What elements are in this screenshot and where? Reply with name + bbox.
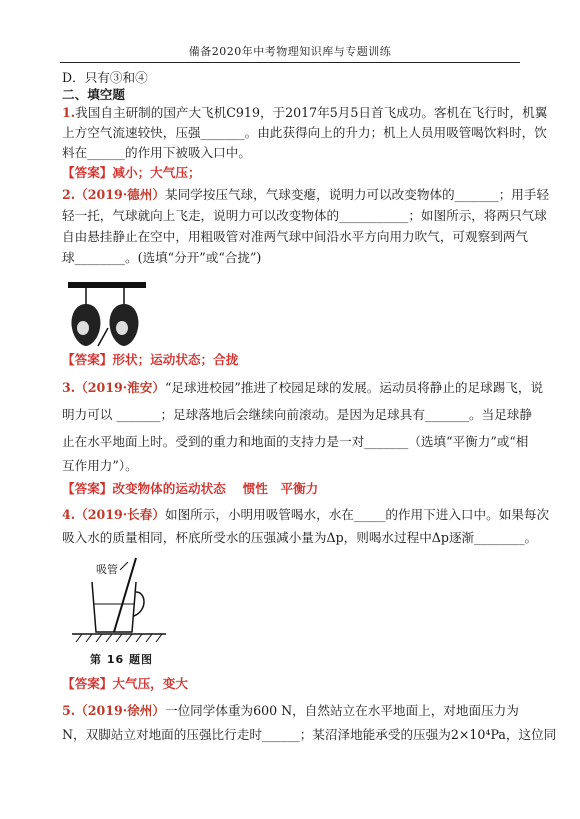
q3-text-1: “足球进校园”推进了校园足球的发展。运动员将静止的足球踢飞，说 bbox=[164, 380, 544, 395]
q4-number: 4. bbox=[62, 507, 76, 522]
q1-answer bbox=[62, 165, 522, 181]
q4-answer-label: 【答案】 bbox=[62, 676, 113, 691]
q4-answer-value: 大气压，变大 bbox=[112, 676, 188, 691]
q3-answer-label: 【答案】 bbox=[62, 481, 113, 496]
q1-text-3: 料在______的作用下被吸入口中。 bbox=[62, 145, 251, 160]
q1-number: 1. bbox=[62, 105, 76, 120]
balloons-figure bbox=[68, 282, 148, 348]
q1-text-2: 上方空气流速较快，压强_______。由此获得向上的升力；机上人员用吸管喝饮料时，饮 bbox=[62, 125, 547, 140]
support-bar bbox=[68, 282, 146, 288]
section-title: 二、填空题 bbox=[62, 87, 125, 102]
cup-figure bbox=[70, 556, 170, 646]
label-leader bbox=[120, 562, 128, 570]
q2-text-4: 球________。(选填“分开”或“合拢”) bbox=[62, 250, 262, 265]
q3-number: 3. bbox=[62, 380, 76, 395]
q1-line-1 bbox=[62, 105, 548, 121]
q1-answer-value: 减小；大气压； bbox=[112, 165, 201, 180]
q2-text-2: 轻一托，气球就向上飞走，说明力可以改变物体的___________；如图所示，将两只气球 bbox=[62, 208, 547, 223]
figure-caption: 第 16 题图 bbox=[90, 653, 153, 666]
q3-line-1 bbox=[62, 380, 544, 396]
q2-line-1 bbox=[62, 187, 550, 203]
table-hatching bbox=[76, 634, 162, 642]
q2-answer-label: 【答案】 bbox=[62, 352, 113, 367]
q4-text-1: 如图所示，小明用吸管喝水，水在_____的作用下进入口中。如果每次 bbox=[164, 507, 550, 522]
q1-answer-label: 【答案】 bbox=[62, 165, 113, 180]
q2-answer-value: 形状；运动状态；合拢 bbox=[112, 352, 239, 367]
q2-number: 2. bbox=[62, 187, 76, 202]
q2-source: （2019·德州） bbox=[75, 187, 165, 202]
q3-answer-value: 改变物体的运动状态 惯性 平衡力 bbox=[112, 481, 319, 496]
q5-number: 5. bbox=[62, 703, 76, 718]
option-d: D．只有③和④ bbox=[62, 70, 148, 85]
q2-answer bbox=[62, 352, 522, 368]
cup-outline bbox=[92, 582, 136, 632]
q1-text-1: 我国自主研制的国产大飞机C919，于2017年5月5日首飞成功。客机在飞行时，机翼 bbox=[75, 105, 548, 120]
q3-answer bbox=[62, 481, 522, 497]
balloon-highlight-right bbox=[116, 321, 128, 335]
q3-text-3: 止在水平地面上时。受到的重力和地面的支持力是一对_______（选填“平衡力”或“相 bbox=[62, 434, 529, 449]
q4-text-2: 吸入水的质量相同，杯底所受水的压强减小量为Δp，则喝水过程中Δp逐渐________。 bbox=[62, 530, 538, 545]
q3-source: （2019·淮安） bbox=[75, 380, 165, 395]
q2-text-1: 某同学按压气球，气球变瘪，说明力可以改变物体的_______；用手轻 bbox=[164, 187, 550, 202]
q3-text-2: 明力可以 _______；足球落地后会继续向前滚动。是因为足球具有_______。当足球静 bbox=[62, 407, 532, 422]
straw bbox=[98, 328, 108, 346]
q4-source: （2019·长春） bbox=[75, 507, 165, 522]
q5-text-2: N，双脚站立对地面的压强比行走时______；某沼泽地能承受的压强为2×10⁴Pa，这位同 bbox=[62, 727, 557, 742]
q5-text-1: 一位同学体重为600 N，自然站立在水平地面上，对地面压力为 bbox=[164, 703, 519, 718]
page-header: 備备2020年中考物理知识库与专题训练 bbox=[188, 45, 392, 58]
q4-line-1 bbox=[62, 507, 550, 523]
q4-answer bbox=[62, 676, 522, 692]
header-divider bbox=[60, 62, 520, 63]
q3-text-4: 互作用力”）。 bbox=[62, 458, 138, 473]
q2-text-3: 自由悬挂静止在空中，用粗吸管对准两气球中间沿水平方向用力吹气，可观察到两气 bbox=[62, 229, 528, 244]
figure-label-straw: 吸管 bbox=[96, 563, 118, 576]
balloon-highlight-left bbox=[77, 321, 89, 335]
q5-source: （2019·徐州） bbox=[75, 703, 165, 718]
q5-line-1 bbox=[62, 703, 522, 719]
